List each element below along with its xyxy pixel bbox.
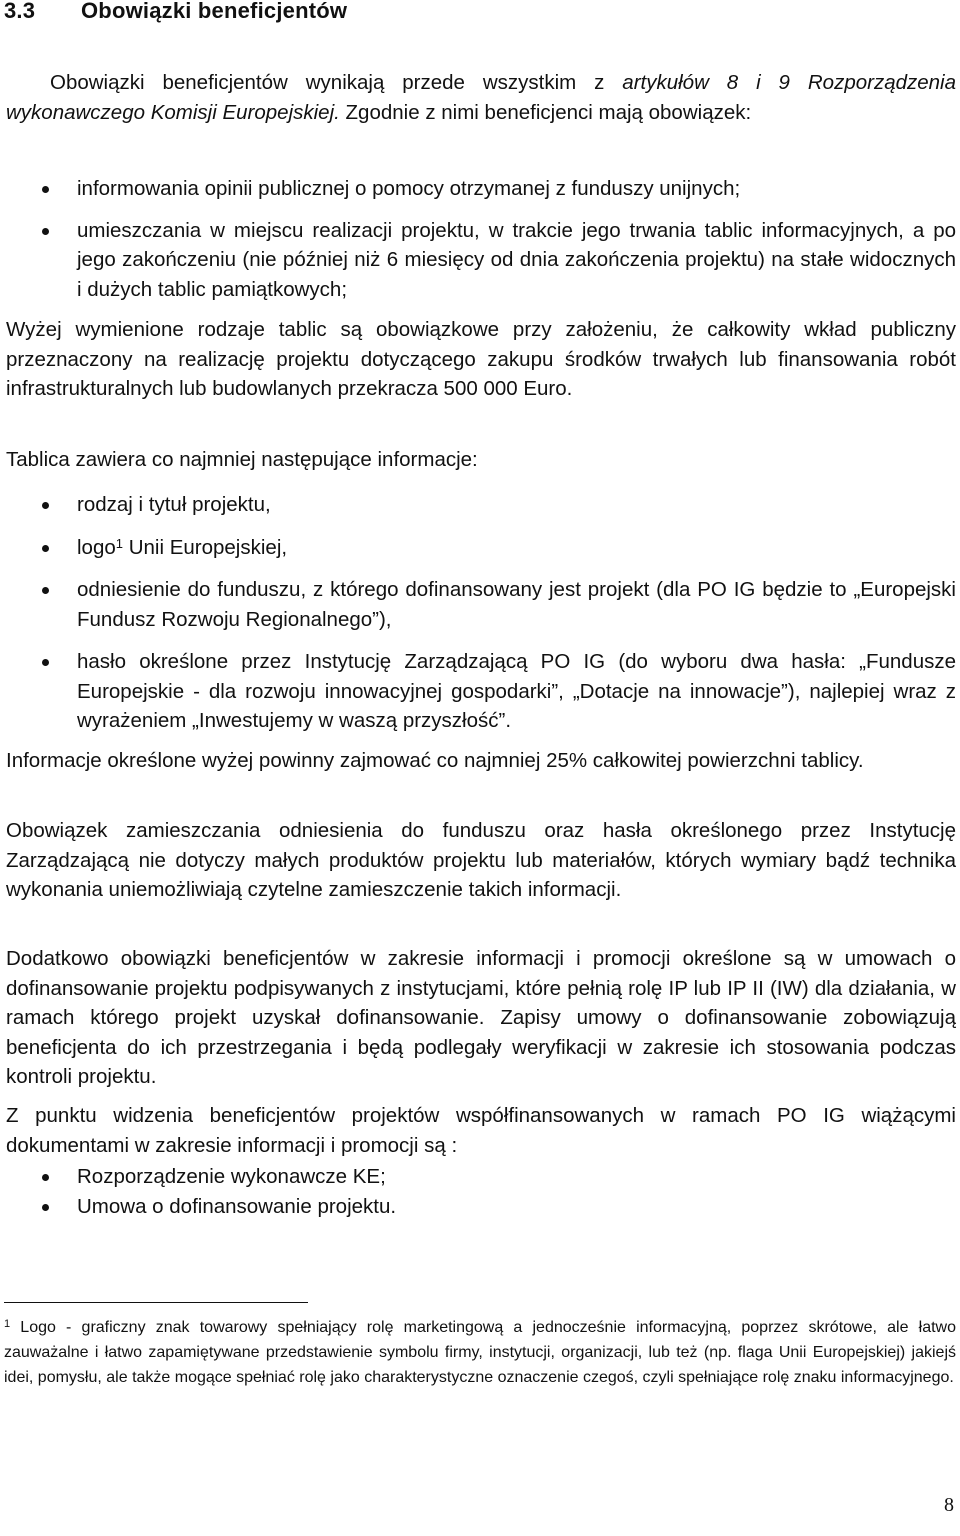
intro-text-end: Zgodnie z nimi beneficjenci mają obowiązek: bbox=[339, 100, 752, 124]
list-item-text: hasło określone przez Instytucję Zarządzającą PO IG (do wyboru dwa hasła: „Fundusze Europejskie - dla rozwoju innowacyjnej gospodarki”, „Dotacje na innowacje”), najlepiej wraz z wyrażeniem „Inwestujemy w waszą przyszłość”. bbox=[77, 650, 956, 732]
footnote bbox=[4, 1315, 956, 1390]
bullet-icon bbox=[42, 1174, 49, 1181]
list-item-text: Rozporządzenie wykonawcze KE; bbox=[77, 1165, 386, 1188]
list-item bbox=[0, 490, 956, 520]
obligations-list bbox=[0, 174, 956, 304]
bullet-icon bbox=[42, 1204, 49, 1211]
footnote-separator bbox=[4, 1302, 308, 1303]
bullet-icon bbox=[42, 228, 49, 235]
list-item bbox=[0, 216, 956, 305]
bullet-icon bbox=[42, 587, 49, 594]
footnote-text: Logo - graficzny znak towarowy spełniający rolę marketingową a jednocześnie informacyjną, poprzez skrótowe, ale łatwo zauważalne i łatwo zapamiętywane przedstawienie symbolu firmy, instytucji, organizacji, lub też (np. flaga Unii Europejskiej) jakiejś idei, pomysłu, ale także mogące spełniać rolę jako charakterystyczne oznaczenie czegoś, czyli spełniające rolę znaku informacyjnego. bbox=[4, 1319, 956, 1386]
footnote-reference[interactable]: 1 bbox=[115, 535, 123, 551]
list-item bbox=[0, 1192, 956, 1222]
section-title: Obowiązki beneficjentów bbox=[81, 0, 348, 23]
coverage-paragraph: Informacje określone wyżej powinny zajmować co najmniej 25% całkowitej powierzchni tablicy. bbox=[6, 749, 864, 772]
binding-documents-paragraph: Z punktu widzenia beneficjentów projektów współfinansowanych w ramach PO IG wiążącymi dokumentami w zakresie informacji i promocji są : bbox=[6, 1104, 956, 1157]
list-item-text: rodzaj i tytuł projektu, bbox=[77, 493, 271, 516]
additional-obligations-paragraph: Dodatkowo obowiązki beneficjentów w zakresie informacji i promocji określone są w umowach o dofinansowanie projektu podpisywanych z instytucjami, które pełnią rolę IP lub IP II (IW) dla działania, w ramach którego projekt uzyskał dofinansowanie. Zapisy umowy o dofinansowanie zobowiązują beneficjenta do ich przestrzegania i będą podlegały weryfikacji w zakresie ich stosowania podczas kontroli projektu. bbox=[6, 947, 956, 1088]
list-item-text: informowania opinii publicznej o pomocy otrzymanej z funduszy unijnych; bbox=[77, 177, 741, 200]
section-number: 3.3 bbox=[4, 0, 36, 23]
list-item bbox=[0, 533, 956, 563]
list-item bbox=[0, 1162, 956, 1192]
intro-text-start: Obowiązki beneficjentów wynikają przede wszystkim z bbox=[50, 71, 623, 94]
list-item bbox=[0, 174, 956, 204]
bullet-icon bbox=[42, 186, 49, 193]
bullet-icon bbox=[42, 659, 49, 666]
list-item bbox=[0, 647, 956, 736]
page-number: 8 bbox=[944, 1494, 954, 1516]
list-item-text: umieszczania w miejscu realizacji projektu, w trakcie jego trwania tablic informacyjnych, a po jego zakończeniu (nie później niż 6 miesięcy od dnia zakończenia projektu) na stałe widocznych i dużych tablic pamiątkowych; bbox=[77, 218, 956, 301]
bullet-icon bbox=[42, 545, 49, 552]
intro-paragraph bbox=[6, 68, 956, 127]
list-item-text: odniesienie do funduszu, z którego dofinansowany jest projekt (dla PO IG będzie to „Europejski Fundusz Rozwoju Regionalnego”), bbox=[77, 578, 956, 631]
list-item-text: logo bbox=[77, 535, 116, 559]
board-intro-paragraph: Tablica zawiera co najmniej następujące informacje: bbox=[6, 448, 478, 471]
list-item-text: Umowa o dofinansowanie projektu. bbox=[77, 1194, 397, 1218]
list-item-text: Unii Europejskiej, bbox=[123, 535, 288, 559]
list-item bbox=[0, 575, 956, 634]
section-heading bbox=[4, 0, 347, 24]
bullet-icon bbox=[42, 502, 49, 509]
intro-regulation-reference: artykułów 8 i 9 Rozporządzenia wykonawczego Komisji Europejskiej. bbox=[6, 71, 957, 124]
threshold-paragraph: Wyżej wymienione rodzaje tablic są obowiązkowe przy założeniu, że całkowity wkład publiczny przeznaczony na realizację projektu dotyczącego zakupu środków trwałych lub finansowania robót infrastrukturalnych lub budowlanych przekracza 500 000 Euro. bbox=[6, 318, 956, 400]
binding-documents-list bbox=[0, 1162, 956, 1221]
footnote-marker: 1 bbox=[4, 1318, 11, 1330]
board-contents-list bbox=[0, 490, 956, 736]
small-products-paragraph: Obowiązek zamieszczania odniesienia do funduszu oraz hasła określonego przez Instytucję Zarządzającą nie dotyczy małych produktów projektu lub materiałów, których wymiary bądź technika wykonania uniemożliwiają czytelne zamieszczenie takich informacji. bbox=[6, 819, 956, 901]
